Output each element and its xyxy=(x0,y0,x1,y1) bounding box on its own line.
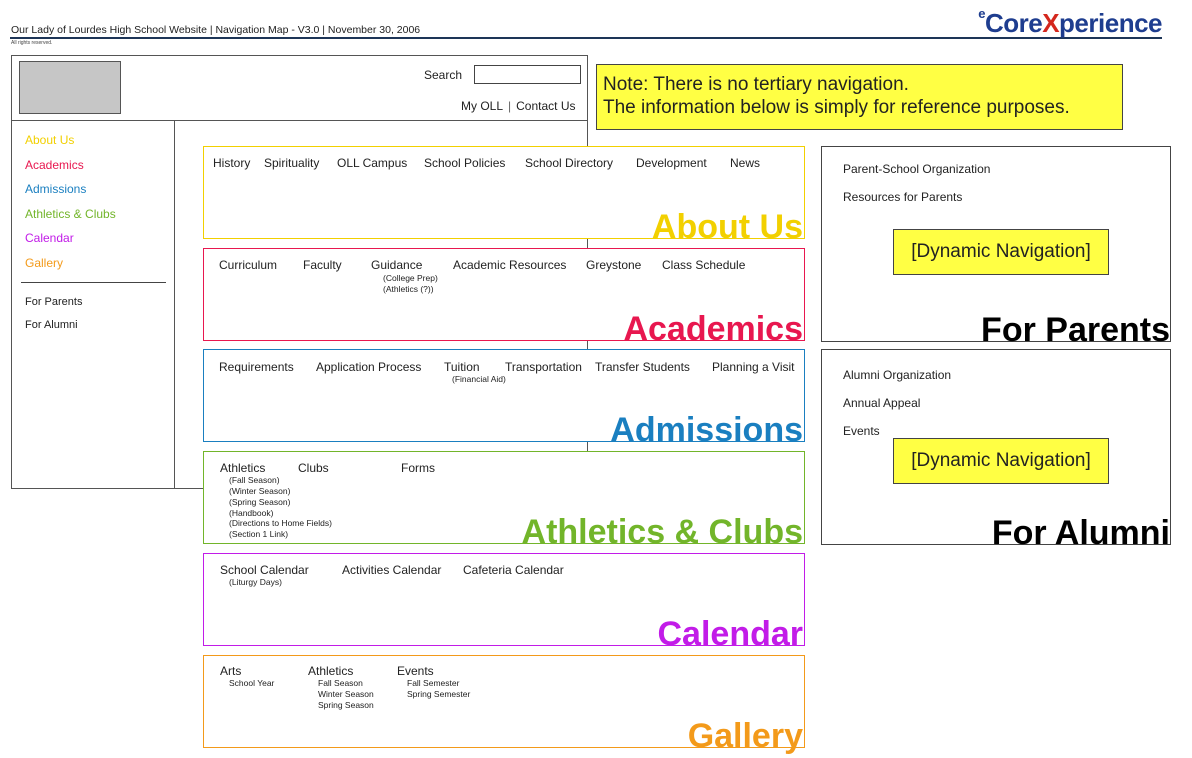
parents-dynamic-navigation: [Dynamic Navigation] xyxy=(893,229,1109,275)
panel-for-parents xyxy=(821,146,1171,349)
link-separator: | xyxy=(508,99,512,113)
about-item-spirituality[interactable]: Spirituality xyxy=(264,156,320,170)
gallery-item-arts[interactable]: Arts xyxy=(220,664,242,678)
gallery-athletics-sub-winter-season: Winter Season xyxy=(318,689,374,699)
calendar-item-school-calendar[interactable]: School Calendar xyxy=(220,563,309,577)
athletics-item-forms[interactable]: Forms xyxy=(401,461,435,475)
academics-item-faculty[interactable]: Faculty xyxy=(303,258,342,272)
alumni-item-organization[interactable]: Alumni Organization xyxy=(843,368,952,382)
sidebar-item-academics[interactable]: Academics xyxy=(25,158,84,172)
section-title-admissions: Admissions xyxy=(610,411,803,449)
about-item-school-policies[interactable]: School Policies xyxy=(424,156,506,170)
note-line-2: The information below is simply for reference purposes. xyxy=(603,97,1070,118)
sidebar-divider xyxy=(21,282,166,283)
section-gallery xyxy=(203,655,805,755)
section-title-calendar: Calendar xyxy=(657,615,803,653)
calendar-item-activities-calendar[interactable]: Activities Calendar xyxy=(342,563,442,577)
gallery-item-events[interactable]: Events xyxy=(397,664,434,678)
calendar-item-cafeteria-calendar[interactable]: Cafeteria Calendar xyxy=(463,563,564,577)
document-title: Our Lady of Lourdes High School Website | Navigation Map - V3.0 | November 30, 2006 xyxy=(11,24,421,36)
alumni-item-events[interactable]: Events xyxy=(843,424,880,438)
athletics-sub-directions: (Directions to Home Fields) xyxy=(229,518,332,528)
athletics-sub-winter-season: (Winter Season) xyxy=(229,486,291,496)
admissions-item-tuition[interactable]: Tuition xyxy=(444,360,480,374)
panel-for-alumni xyxy=(821,349,1171,552)
my-oll-link[interactable]: My OLL xyxy=(461,99,504,113)
gallery-arts-sub-school-year: School Year xyxy=(229,678,275,688)
academics-item-academic-resources[interactable]: Academic Resources xyxy=(453,258,567,272)
ecorexperience-logo: $^e$CoreXperience xyxy=(978,6,1162,38)
section-title-athletics-clubs: Athletics & Clubs xyxy=(521,513,803,551)
athletics-sub-section-1-link: (Section 1 Link) xyxy=(229,529,289,539)
sidebar-item-about-us[interactable]: About Us xyxy=(25,133,75,147)
contact-us-link[interactable]: Contact Us xyxy=(516,99,576,113)
utility-links xyxy=(461,99,576,113)
admissions-item-transfer-students[interactable]: Transfer Students xyxy=(595,360,690,374)
sidebar-item-for-alumni[interactable]: For Alumni xyxy=(25,319,78,331)
athletics-item-clubs[interactable]: Clubs xyxy=(298,461,329,475)
parents-item-pso[interactable]: Parent-School Organization xyxy=(843,162,991,176)
gallery-events-sub-fall-semester: Fall Semester xyxy=(407,678,460,688)
about-item-school-directory[interactable]: School Directory xyxy=(525,156,614,170)
academics-item-class-schedule[interactable]: Class Schedule xyxy=(662,258,746,272)
search-label: Search xyxy=(424,68,463,82)
sidebar-item-athletics-clubs[interactable]: Athletics & Clubs xyxy=(25,207,116,221)
guidance-sub-athletics: (Athletics (?)) xyxy=(383,284,434,294)
athletics-sub-fall-season: (Fall Season) xyxy=(229,475,280,485)
athletics-item-athletics[interactable]: Athletics xyxy=(220,461,266,475)
sidebar-item-admissions[interactable]: Admissions xyxy=(25,182,87,196)
about-item-development[interactable]: Development xyxy=(636,156,707,170)
alumni-item-annual-appeal[interactable]: Annual Appeal xyxy=(843,396,921,410)
header-rule xyxy=(11,120,588,121)
calendar-sub-liturgy-days: (Liturgy Days) xyxy=(229,577,282,587)
parents-item-resources[interactable]: Resources for Parents xyxy=(843,190,963,204)
academics-item-curriculum[interactable]: Curriculum xyxy=(219,258,278,272)
academics-item-guidance[interactable]: Guidance xyxy=(371,258,423,272)
athletics-sub-handbook: (Handbook) xyxy=(229,508,274,518)
panel-title-for-parents: For Parents xyxy=(981,311,1170,349)
sidebar-item-gallery[interactable]: Gallery xyxy=(25,256,64,270)
section-athletics-clubs xyxy=(203,451,805,551)
admissions-item-transportation[interactable]: Transportation xyxy=(505,360,582,374)
gallery-events-sub-spring-semester: Spring Semester xyxy=(407,689,471,699)
guidance-sub-college-prep: (College Prep) xyxy=(383,273,438,283)
rights-notice: All rights reserved. xyxy=(11,40,53,46)
section-title-academics: Academics xyxy=(623,310,803,348)
section-calendar xyxy=(203,553,805,653)
admissions-item-requirements[interactable]: Requirements xyxy=(219,360,294,374)
logo-placeholder xyxy=(19,61,121,114)
section-title-gallery: Gallery xyxy=(687,717,803,755)
gallery-athletics-sub-spring-season: Spring Season xyxy=(318,700,374,710)
sidebar-item-calendar[interactable]: Calendar xyxy=(25,231,74,245)
panel-title-for-alumni: For Alumni xyxy=(991,514,1170,552)
alumni-dynamic-navigation: [Dynamic Navigation] xyxy=(893,438,1109,484)
section-title-about-us: About Us xyxy=(651,208,803,246)
admissions-item-application-process[interactable]: Application Process xyxy=(316,360,422,374)
gallery-athletics-sub-fall-season: Fall Season xyxy=(318,678,363,688)
about-item-history[interactable]: History xyxy=(213,156,251,170)
athletics-sub-spring-season: (Spring Season) xyxy=(229,497,291,507)
search-input[interactable] xyxy=(474,65,581,84)
about-item-news[interactable]: News xyxy=(730,156,761,170)
section-academics xyxy=(203,248,805,348)
sidebar-rule xyxy=(174,120,175,489)
reference-note xyxy=(596,64,1123,130)
sidebar-item-for-parents[interactable]: For Parents xyxy=(25,296,83,308)
gallery-item-athletics[interactable]: Athletics xyxy=(308,664,354,678)
section-admissions xyxy=(203,349,805,449)
about-item-oll-campus[interactable]: OLL Campus xyxy=(337,156,408,170)
section-about-us xyxy=(203,146,805,246)
academics-item-greystone[interactable]: Greystone xyxy=(586,258,642,272)
admissions-item-planning-a-visit[interactable]: Planning a Visit xyxy=(712,360,795,374)
note-line-1: Note: There is no tertiary navigation. xyxy=(603,74,909,95)
tuition-sub-financial-aid: (Financial Aid) xyxy=(452,374,506,384)
